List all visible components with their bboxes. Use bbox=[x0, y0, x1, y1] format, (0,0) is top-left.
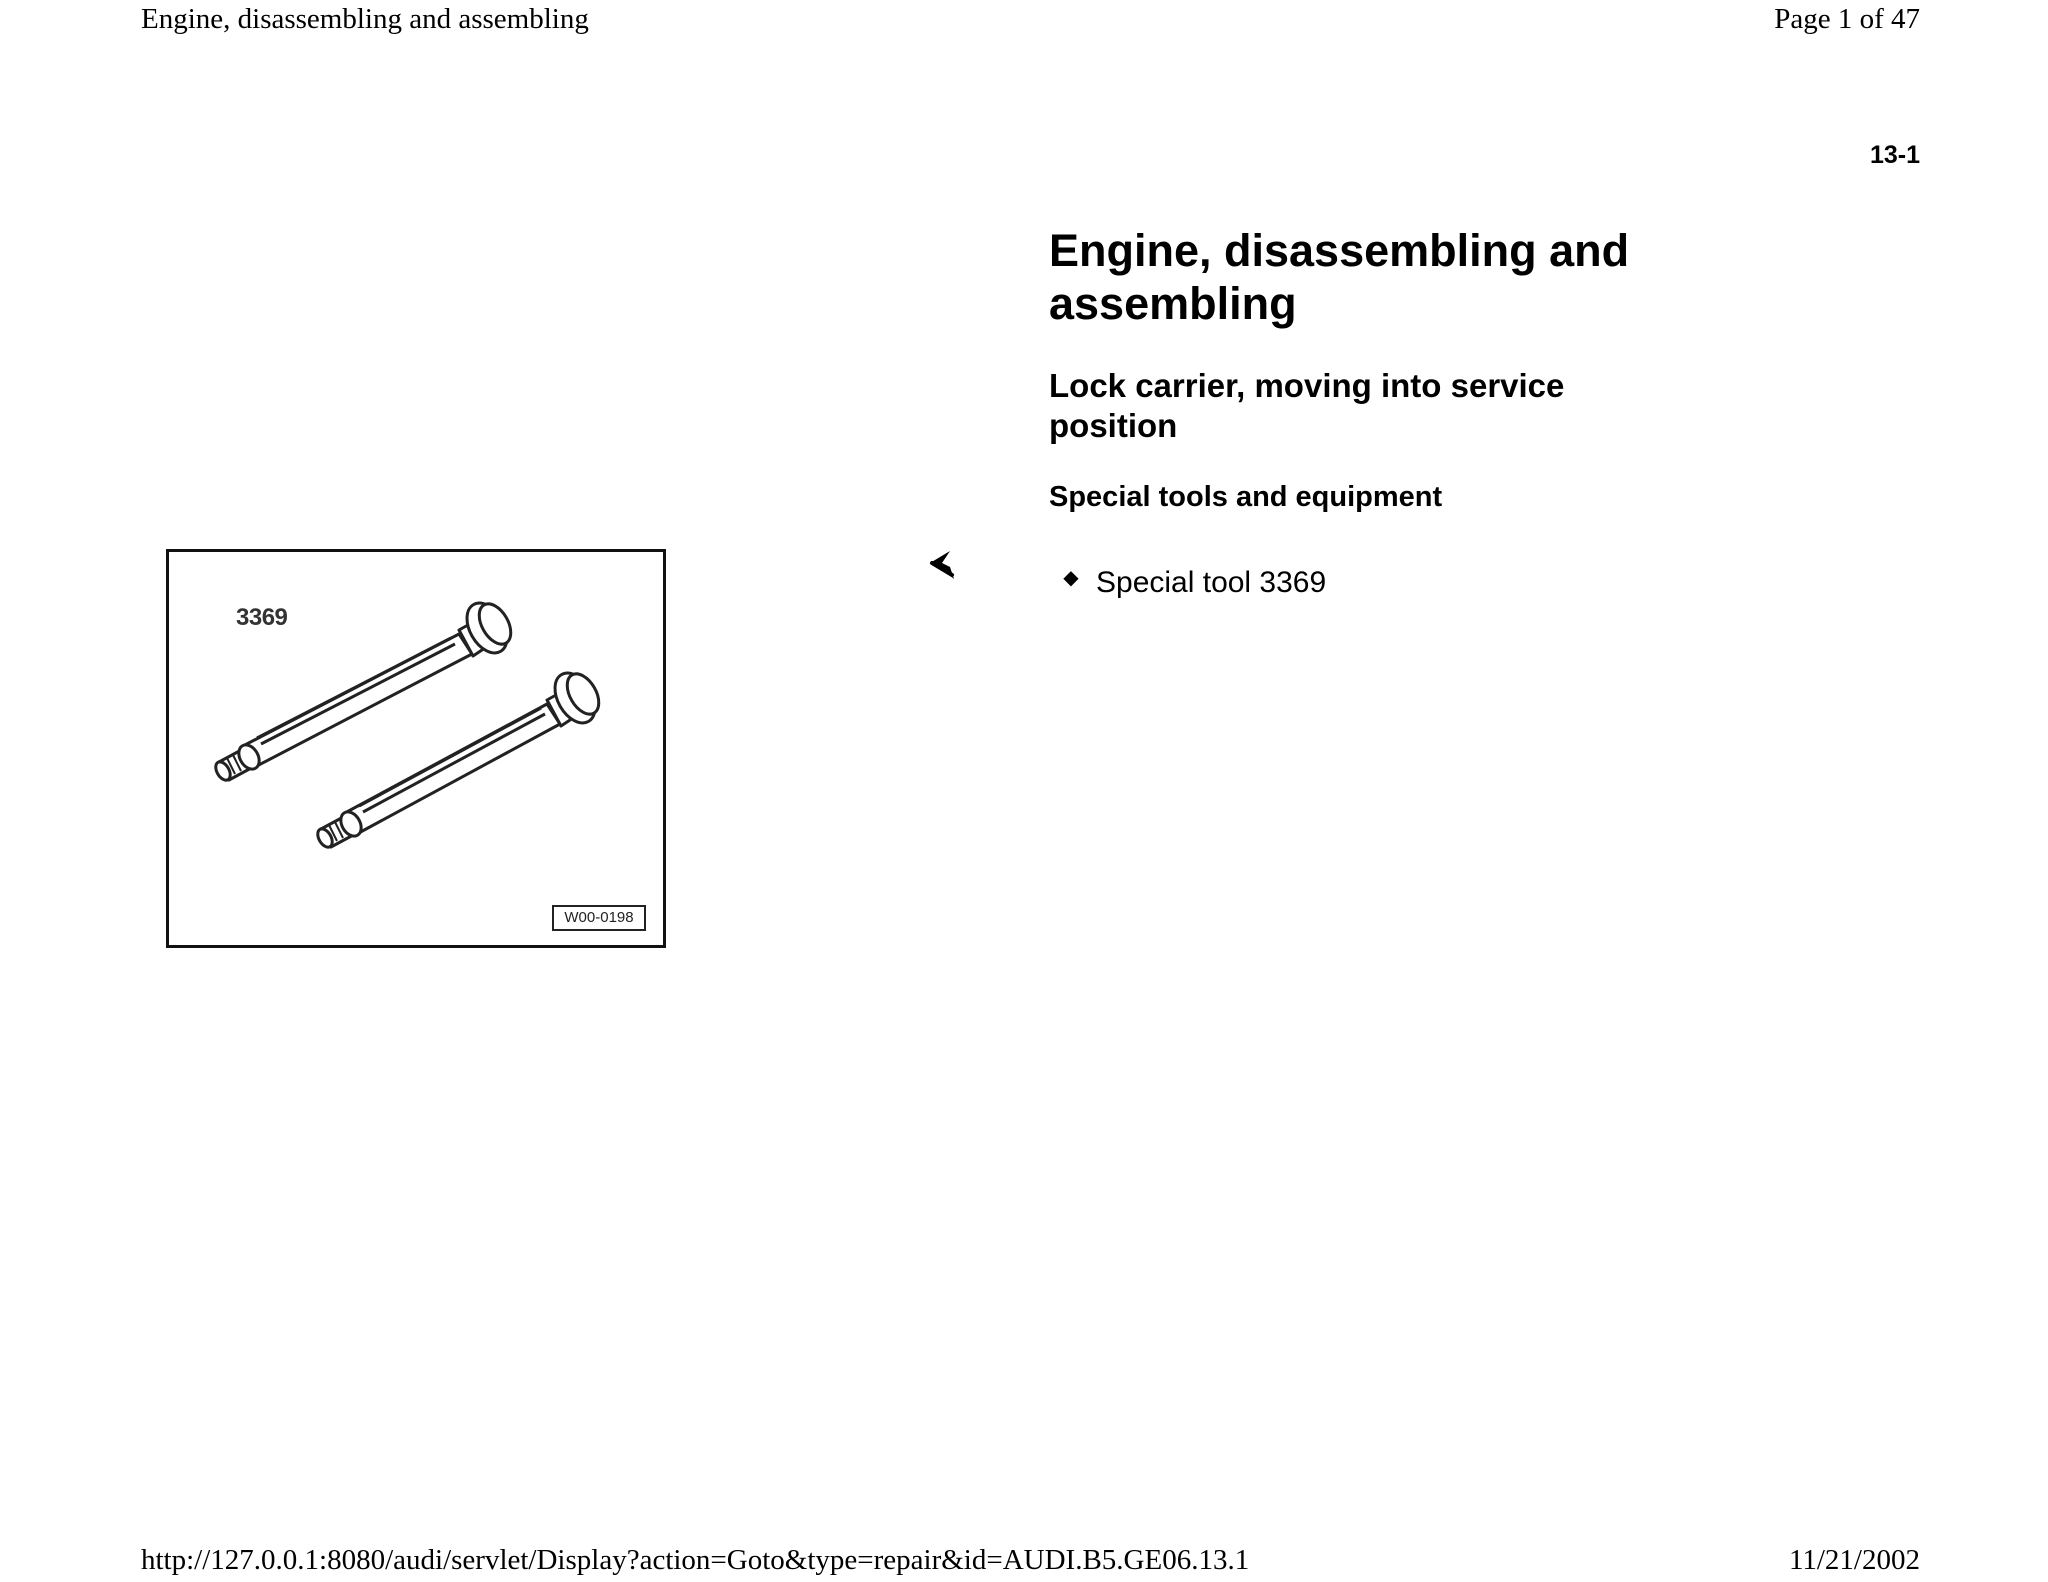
tool-illustration bbox=[166, 549, 666, 948]
footer-date: 11/21/2002 bbox=[1788, 1544, 1920, 1576]
page-title: Engine, disassembling and assembling bbox=[1049, 225, 1630, 329]
list-item bbox=[1060, 563, 1326, 603]
tool-list bbox=[1060, 563, 1326, 603]
pointer-arrow-icon bbox=[928, 549, 958, 583]
tool-number-label: 3369 bbox=[236, 604, 288, 631]
page-subtitle: Lock carrier, moving into service position bbox=[1049, 367, 1565, 444]
document-title-header: Engine, disassembling and assembling bbox=[141, 3, 589, 35]
footer-url: http://127.0.0.1:8080/audi/servlet/Display?action=Goto&type=repair&id=AUDI.B5.GE06.13.1 bbox=[141, 1544, 1250, 1576]
figure-code: W00-0198 bbox=[552, 905, 646, 931]
page-indicator: Page 1 of 47 bbox=[1774, 3, 1920, 35]
tool-label: Special tool 3369 bbox=[1096, 566, 1327, 599]
section-heading: Special tools and equipment bbox=[1049, 481, 1443, 513]
diamond-bullet-icon: ◆ bbox=[1063, 567, 1079, 589]
section-page-code: 13-1 bbox=[1869, 141, 1920, 169]
